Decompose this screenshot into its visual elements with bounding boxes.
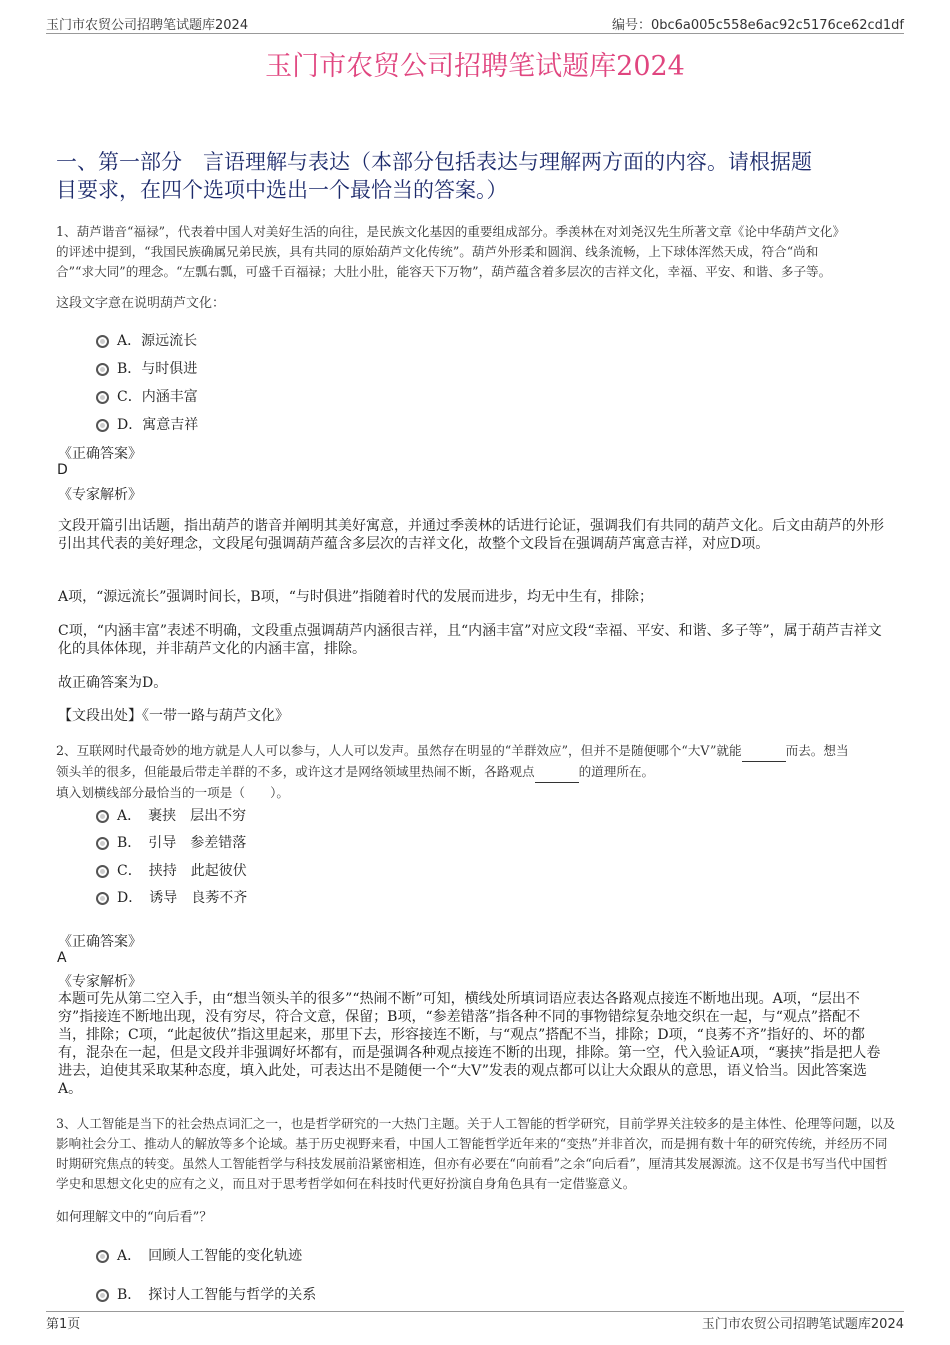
q2-answer: A — [57, 950, 67, 966]
q2-answer-label: 《正确答案》 — [58, 934, 142, 950]
q1-analysis-p2: A项，“源远流长”强调时间长，B项，“与时俱进”指随着时代的发展而进步，均无中生有，排除； — [58, 589, 654, 605]
option-label: B． 引导 参差错落 — [117, 835, 247, 851]
option-label: A．源远流长 — [117, 333, 198, 349]
radio-icon[interactable] — [96, 892, 109, 905]
radio-icon[interactable] — [96, 335, 109, 348]
q3-option-b[interactable] — [96, 1284, 316, 1304]
blank-1 — [742, 741, 786, 762]
q2-passage-line: 领头羊的很多，但能最后带走羊群的不多，或许这才是网络领域里热闹不断，各路观点 的道理所在。 — [56, 762, 896, 783]
q1-passage-line: 1、葫芦谐音“福禄”，代表着中国人对美好生活的向往，是民族文化基因的重要组成部分。季羡林在对刘尧汉先生所著文章《论中华葫芦文化》 — [56, 224, 846, 239]
q2-passage — [56, 741, 896, 803]
header-divider — [46, 33, 904, 34]
q1-question: 这段文字意在说明葫芦文化： — [56, 296, 226, 311]
header-doc-title: 玉门市农贸公司招聘笔试题库2024 — [46, 18, 249, 33]
radio-icon[interactable] — [96, 363, 109, 376]
blank-2 — [535, 762, 579, 783]
page-number: 第1页 — [46, 1317, 81, 1332]
q2-option-a[interactable] — [96, 805, 246, 825]
option-label: B． 探讨人工智能与哲学的关系 — [117, 1287, 317, 1303]
footer-doc-title: 玉门市农贸公司招聘笔试题库2024 — [701, 1317, 904, 1332]
q2-question: 填入划横线部分最恰当的一项是（ ）。 — [56, 785, 289, 800]
option-label: D． 诱导 良莠不齐 — [117, 890, 248, 906]
radio-icon[interactable] — [96, 1289, 109, 1302]
q1-analysis-p4: 故正确答案为D。 — [58, 675, 168, 691]
q2-option-c[interactable] — [96, 860, 247, 880]
q1-passage-line: 的评述中提到，“我国民族确属兄弟民族，具有共同的原始葫芦文化传统”。葫芦外形柔和圆润、线条流畅，上下球体浑然天成，符合“尚和 — [56, 244, 819, 259]
q2-passage-line: 2、互联网时代最奇妙的地方就是人人可以参与，人人可以发声。虽然存在明显的“羊群效应”，但并不是随便哪个“大V”就能 而去。想当 — [56, 741, 896, 762]
option-label: C． 挟持 此起彼伏 — [117, 863, 247, 879]
radio-icon[interactable] — [96, 1250, 109, 1263]
q1-analysis-label: 《专家解析》 — [58, 487, 142, 503]
document-title: 玉门市农贸公司招聘笔试题库2024 — [265, 51, 685, 82]
radio-icon[interactable] — [96, 865, 109, 878]
header-doc-id: 编号：0bc6a005c558e6ac92c5176ce62cd1df — [611, 18, 904, 33]
option-label: B．与时俱进 — [117, 361, 198, 377]
option-label: A． 裹挟 层出不穷 — [117, 808, 247, 824]
q2-analysis: 本题可先从第二空入手，由“想当领头羊的很多”“热闹不断”可知，横线处所填词语应表达各路观点接连不断地出现。A项，“层出不穷”指接连不断地出现，没有穷尽，符合文意，保留；B项，“参差错落”指各种不同的事物错综复杂地交织在一起，与“观点”搭配不当，排除；C项，“此起彼伏”指这里起来，那里下去，形容接连不断，与“观点”搭配不当，排除；D项，“良莠不齐”指好的、坏的都有，混杂在一起，但是文段并非强调好坏都有，而是强调各种观点接连不断的出现，排除。第一空，代入验证A项，“裹挟”指是把人卷进去，迫使其采取某种态度，填入此处，可表达出不是随便一个“大V”发表的观点都可以让大众跟从的意思，语义恰当。因此答案选A。 — [58, 991, 881, 1097]
q1-answer: D — [57, 462, 68, 478]
q1-source: 【文段出处】《一带一路与葫芦文化》 — [58, 708, 289, 724]
q3-question: 如何理解文中的“向后看”？ — [56, 1210, 213, 1225]
q1-passage-line: 合”“求大同”的理念。“左瓢右瓢，可盛千百福禄；大肚小肚，能容天下万物”，葫芦蕴含着多层次的吉祥文化，幸福、平安、和谐、多子等。 — [56, 264, 832, 279]
section-heading-line2: 目要求，在四个选项中选出一个最恰当的答案。） — [56, 178, 508, 202]
q1-option-b[interactable] — [96, 358, 197, 378]
radio-icon[interactable] — [96, 419, 109, 432]
option-label: D．寓意吉祥 — [117, 417, 199, 433]
radio-icon[interactable] — [96, 837, 109, 850]
q1-option-c[interactable] — [96, 386, 198, 406]
q1-option-d[interactable] — [96, 414, 198, 434]
q2-option-b[interactable] — [96, 832, 246, 852]
option-label: C．内涵丰富 — [117, 389, 198, 405]
q1-answer-label: 《正确答案》 — [58, 446, 142, 462]
footer-divider — [46, 1311, 904, 1312]
q1-option-a[interactable] — [96, 330, 197, 350]
q3-passage: 3、人工智能是当下的社会热点词汇之一，也是哲学研究的一大热门主题。关于人工智能的哲学研究，目前学界关注较多的是主体性、伦理等问题，以及影响社会分工、推动人的解放等多个论域。基于历史视野来看，中国人工智能哲学近年来的“变热”并非首次，而是拥有数十年的研究传统，并经历不同时期研究焦点的转变。虽然人工智能哲学与科技发展前沿紧密相连，但亦有必要在“向前看”之余“向后看”，厘清其发展源流。这不仅是书写当代中国哲学史和思想文化史的应有之义，而且对于思考哲学如何在科技时代更好扮演自身角色具有一定借鉴意义。 — [56, 1116, 896, 1191]
option-label: A． 回顾人工智能的变化轨迹 — [117, 1248, 303, 1264]
q1-analysis-p1: 文段开篇引出话题，指出葫芦的谐音并阐明其美好寓意，并通过季羡林的话进行论证，强调我们有共同的葫芦文化。后文由葫芦的外形引出其代表的美好理念，文段尾句强调葫芦蕴含多层次的吉祥文化，故整个文段旨在强调葫芦寓意吉祥，对应D项。 — [58, 518, 884, 552]
section-heading — [56, 148, 896, 204]
section-heading-line1: 一、第一部分 言语理解与表达（本部分包括表达与理解两方面的内容。请根据题 — [56, 150, 812, 174]
q1-passage — [56, 222, 896, 282]
radio-icon[interactable] — [96, 391, 109, 404]
q2-analysis-label: 《专家解析》 — [58, 974, 142, 990]
radio-icon[interactable] — [96, 810, 109, 823]
q1-analysis-p3: C项，“内涵丰富”表述不明确，文段重点强调葫芦内涵很吉祥，且“内涵丰富”对应文段“幸福、平安、和谐、多子等”，属于葫芦吉祥文化的具体体现，并非葫芦文化的内涵丰富，排除。 — [58, 623, 882, 657]
q2-option-d[interactable] — [96, 887, 247, 907]
q3-option-a[interactable] — [96, 1245, 302, 1265]
